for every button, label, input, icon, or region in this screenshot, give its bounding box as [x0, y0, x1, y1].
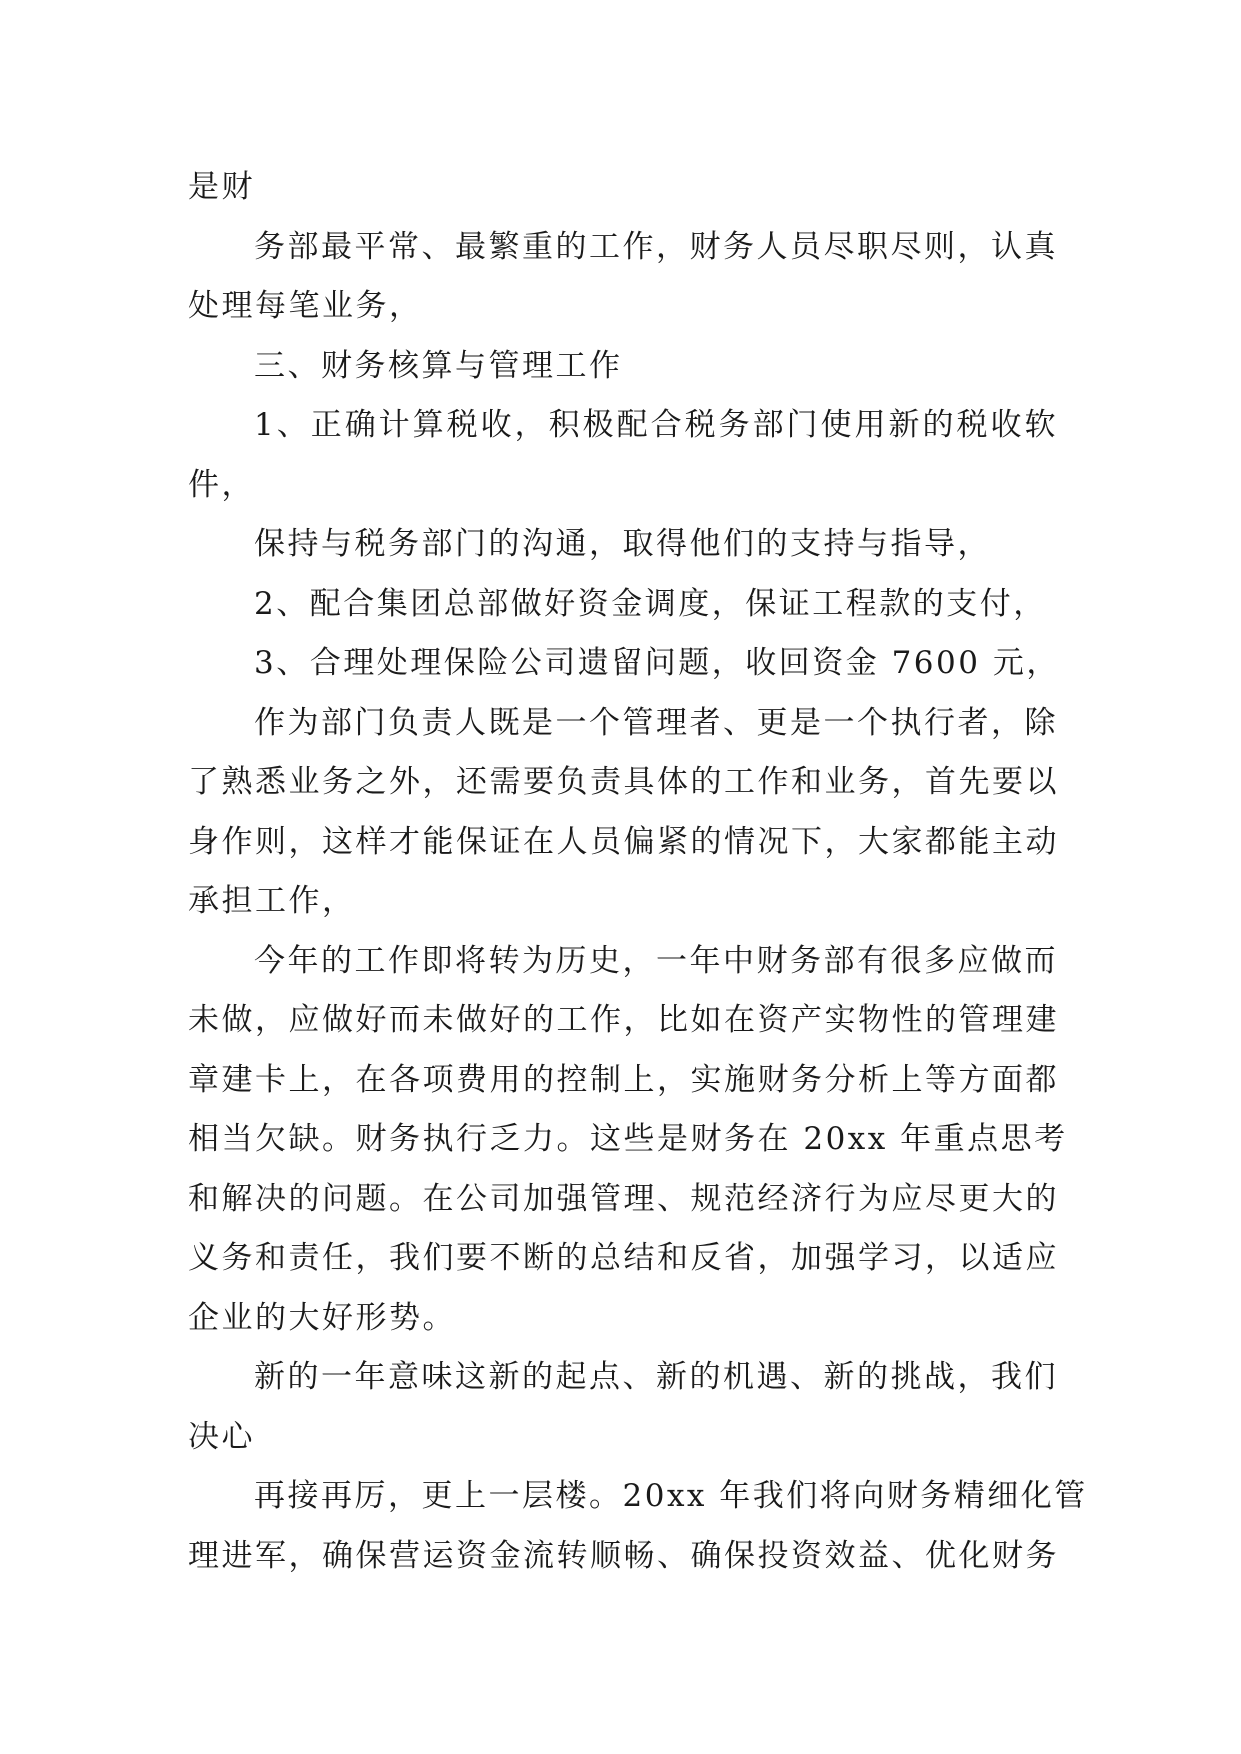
text-line: 保持与税务部门的沟通，取得他们的支持与指导， [254, 526, 991, 562]
text-line: 未做，应做好而未做好的工作，比如在资产实物性的管理建 [188, 1002, 1059, 1038]
section-heading: 三、财务核算与管理工作 [254, 347, 623, 384]
text-line: 了熟悉业务之外，还需要负责具体的工作和业务，首先要以 [188, 764, 1059, 800]
text-line: 1、正确计算税收，积极配合税务部门使用新的税收软 [254, 407, 1058, 443]
text-line: 理进军，确保营运资金流转顺畅、确保投资效益、优化财务 [188, 1537, 1059, 1574]
text-line: 决心 [188, 1418, 255, 1455]
text-line: 2、配合集团总部做好资金调度，保证工程款的支付， [254, 585, 1047, 622]
text-line: 义务和责任，我们要不断的总结和反省，加强学习，以适应 [188, 1240, 1059, 1276]
document-body [188, 158, 1088, 1586]
text-line: 章建卡上，在各项费用的控制上，实施财务分析上等方面都 [188, 1061, 1059, 1098]
text-line: 承担工作， [188, 883, 356, 919]
text-line: 身作则，这样才能保证在人员偏紧的情况下，大家都能主动 [188, 823, 1059, 860]
text-line: 是财 [188, 169, 255, 205]
text-line: 再接再厉，更上一层楼。20xx 年我们将向财务精细化管 [254, 1478, 1088, 1514]
text-line: 企业的大好形势。 [188, 1299, 456, 1336]
text-line: 新的一年意味这新的起点、新的机遇、新的挑战，我们 [254, 1359, 1058, 1395]
text-line: 件， [188, 466, 255, 503]
text-line: 务部最平常、最繁重的工作，财务人员尽职尽则，认真 [254, 228, 1058, 265]
text-line: 今年的工作即将转为历史，一年中财务部有很多应做而 [254, 942, 1058, 979]
text-line: 和解决的问题。在公司加强管理、规范经济行为应尽更大的 [188, 1180, 1059, 1217]
text-line: 处理每笔业务， [188, 288, 423, 324]
text-line: 作为部门负责人既是一个管理者、更是一个执行者，除 [254, 704, 1058, 741]
text-line: 3、合理处理保险公司遗留问题，收回资金 7600 元， [254, 645, 1060, 681]
text-line: 相当欠缺。财务执行乏力。这些是财务在 20xx 年重点思考 [188, 1121, 1068, 1157]
